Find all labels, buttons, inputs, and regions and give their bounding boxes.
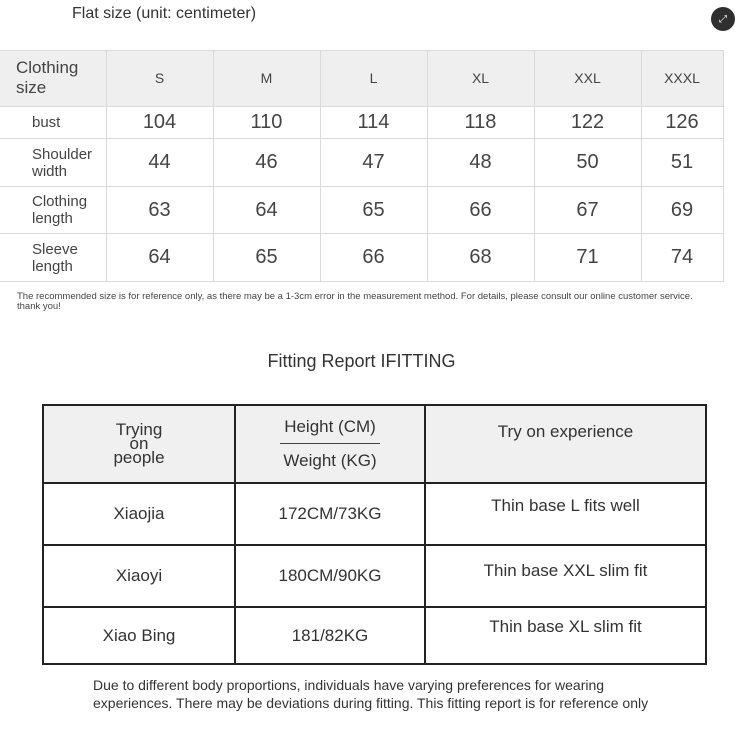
table-cell: 63	[106, 186, 213, 234]
size-header-m: M	[213, 51, 320, 107]
size-note: The recommended size is for reference only, as there may be a 1-3cm error in the measurement method. For details, please consult our online customer service. thank you!	[17, 291, 693, 312]
experience-header: Try on experience	[425, 405, 706, 483]
person-experience: Thin base XL slim fit	[425, 607, 706, 664]
table-cell: 64	[213, 186, 320, 234]
table-row	[43, 483, 706, 545]
flat-size-title: Flat size (unit: centimeter)	[72, 5, 257, 22]
table-row	[43, 607, 706, 664]
table-cell: 48	[427, 139, 534, 187]
size-header-xl: XL	[427, 51, 534, 107]
size-table-header	[0, 51, 723, 107]
table-cell: 69	[641, 186, 723, 234]
table-cell: 104	[106, 106, 213, 139]
table-cell: 47	[320, 139, 427, 187]
fitting-report-table	[42, 404, 707, 665]
height-weight-header	[235, 405, 425, 483]
table-cell: 44	[106, 139, 213, 187]
table-cell: 74	[641, 234, 723, 282]
size-table	[0, 50, 724, 282]
table-cell: 118	[427, 106, 534, 139]
table-row	[0, 186, 723, 234]
person-name: Xiaojia	[43, 483, 235, 545]
row-label: Sleeve length	[0, 234, 106, 282]
table-cell: 66	[320, 234, 427, 282]
person-measure: 180CM/90KG	[235, 545, 425, 607]
table-cell: 50	[534, 139, 641, 187]
table-row	[43, 545, 706, 607]
person-name: Xiaoyi	[43, 545, 235, 607]
fitting-header	[43, 405, 706, 483]
table-row	[0, 106, 723, 139]
row-label: Shoulder width	[0, 139, 106, 187]
person-name: Xiao Bing	[43, 607, 235, 664]
clothing-size-label: Clothing size	[0, 51, 106, 107]
table-cell: 126	[641, 106, 723, 139]
table-cell: 46	[213, 139, 320, 187]
size-header-s: S	[106, 51, 213, 107]
table-cell: 71	[534, 234, 641, 282]
table-cell: 122	[534, 106, 641, 139]
table-cell: 114	[320, 106, 427, 139]
table-row	[0, 234, 723, 282]
table-cell: 67	[534, 186, 641, 234]
weight-header: Weight (KG)	[283, 451, 377, 470]
person-experience: Thin base L fits well	[425, 483, 706, 545]
size-header-xxl: XXL	[534, 51, 641, 107]
size-header-xxxl: XXXL	[641, 51, 723, 107]
person-experience: Thin base XXL slim fit	[425, 545, 706, 607]
table-cell: 110	[213, 106, 320, 139]
expand-icon[interactable]: ⤢	[711, 7, 735, 31]
person-measure: 172CM/73KG	[235, 483, 425, 545]
table-cell: 66	[427, 186, 534, 234]
height-header: Height (CM)	[280, 417, 380, 444]
fitting-report-title: Fitting Report IFITTING	[267, 351, 456, 371]
trying-on-people-header: Trying on people	[43, 405, 235, 483]
table-row	[0, 139, 723, 187]
table-cell: 64	[106, 234, 213, 282]
fitting-disclaimer: Due to different body proportions, individuals have varying preferences for wearing experiences. There may be deviations during fitting. This fitting report is for reference only	[93, 677, 649, 711]
person-measure: 181/82KG	[235, 607, 425, 664]
table-cell: 51	[641, 139, 723, 187]
table-cell: 65	[213, 234, 320, 282]
row-label: Clothing length	[0, 186, 106, 234]
table-cell: 68	[427, 234, 534, 282]
row-label: bust	[0, 106, 106, 139]
size-header-l: L	[320, 51, 427, 107]
table-cell: 65	[320, 186, 427, 234]
